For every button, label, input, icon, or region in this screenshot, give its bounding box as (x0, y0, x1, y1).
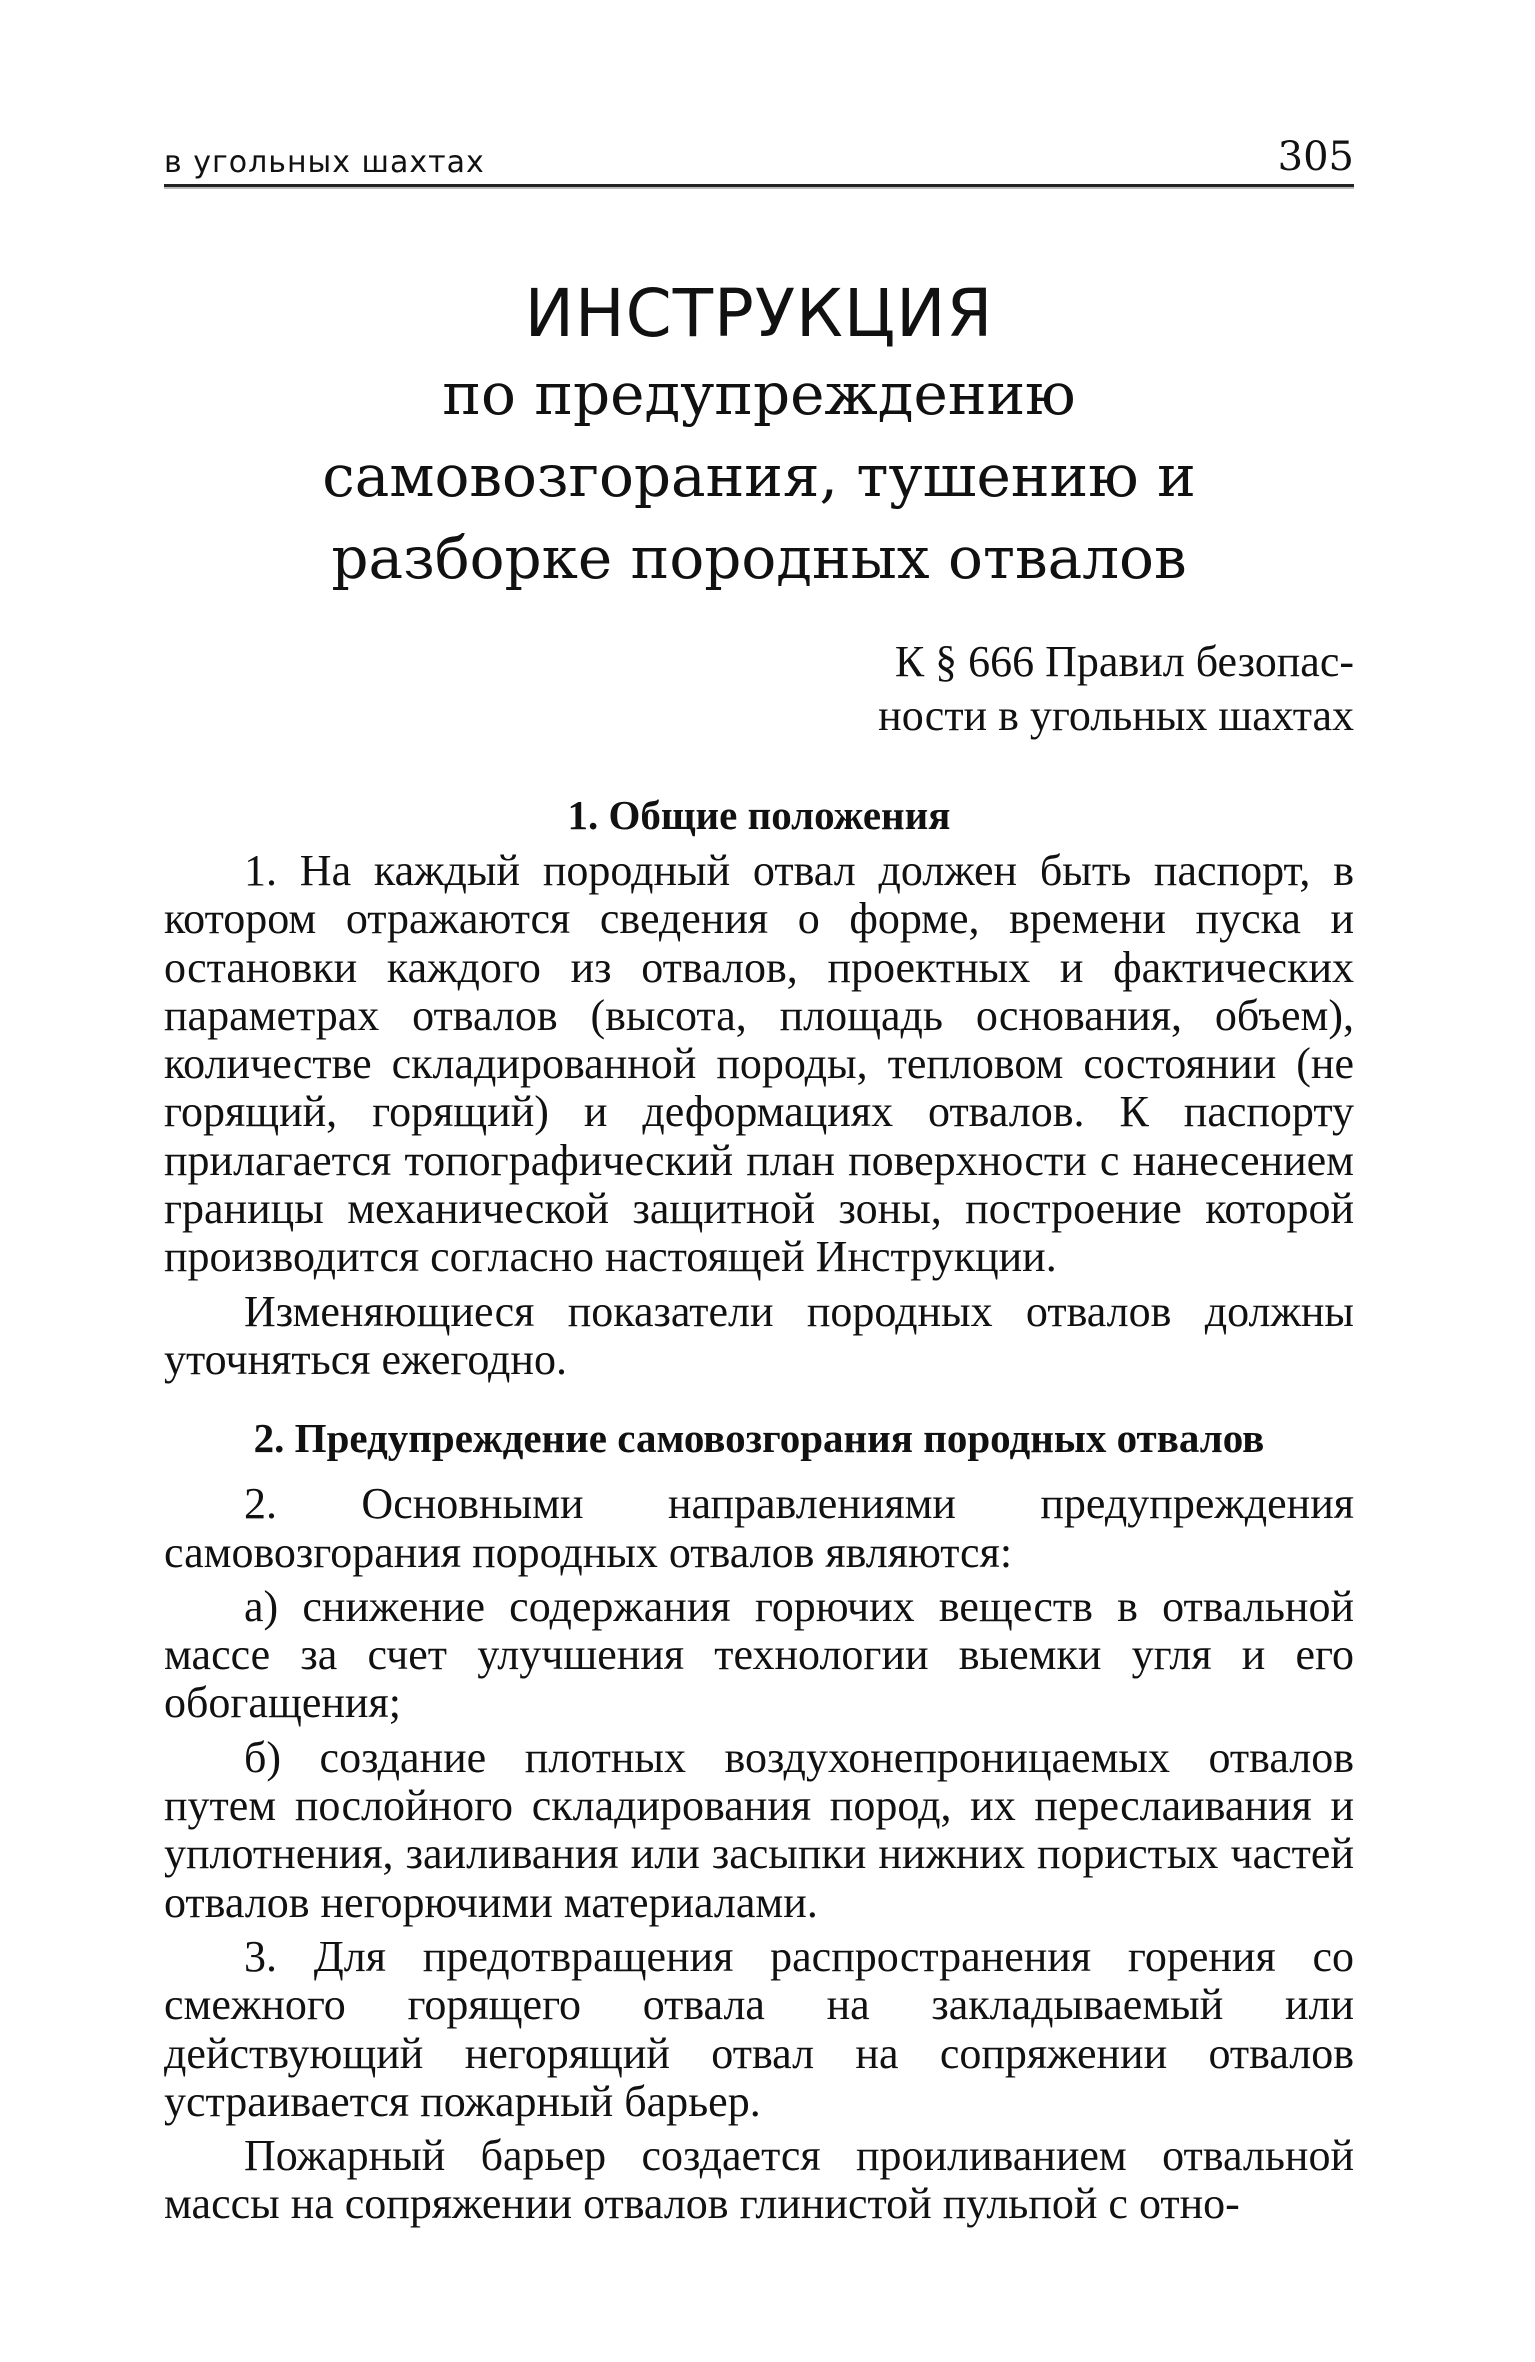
book-page (164, 110, 1354, 2229)
paragraph: 2. Основными направлениями предупреждения самовозгорания породных отвалов являются: (164, 1479, 1354, 1577)
reference-line-1: К § 666 Правил безопас- (894, 637, 1354, 686)
title-line-2: самовозгорания, тушению и (322, 442, 1196, 510)
page-number: 305 (1277, 134, 1354, 180)
title-main: ИНСТРУКЦИЯ (524, 275, 994, 352)
document-title (164, 275, 1354, 599)
section-heading-general: 1. Общие положения (567, 792, 951, 838)
title-line-1: по предупреждению (442, 360, 1076, 428)
reference-line-2: ности в угольных шахтах (878, 691, 1354, 740)
section-heading-prevention: 2. Предупреждение самовозгорания породных отвалов (253, 1415, 1265, 1462)
title-line-3: разборке породных отвалов (331, 524, 1187, 592)
list-item-b: б) создание плотных воздухонепроницаемых отвалов путем послойного складирования пород, их переслаивания и уплотнения, заиливания или засыпки нижних пористых частей отвалов негорючими материалами. (164, 1732, 1354, 1927)
paragraph: 3. Для предотвращения распространения горения со смежного горящего отвала на закладываемый или действующий негорящий отвал на сопряжении отвалов устраивается пожарный барьер. (164, 1931, 1354, 2126)
paragraph: Пожарный барьер создается проиливанием отвальной массы на сопряжении отвалов глинистой пульпой с отно- (164, 2131, 1354, 2229)
running-header (164, 110, 1354, 187)
paragraph: Изменяющиеся показатели породных отвалов должны уточняться ежегодно. (164, 1286, 1354, 1384)
rule-reference (164, 635, 1354, 743)
list-item-a: а) снижение содержания горючих веществ в отвальной массе за счет улучшения технологии выемки угля и его обогащения; (164, 1581, 1354, 1728)
running-title: в угольных шахтах (164, 145, 485, 180)
paragraph: 1. На каждый породный отвал должен быть паспорт, в котором отражаются сведения о форме, времени пуска и остановки каждого из отвалов, проектных и фактических параметрах отвалов (высота, площадь основания, объем), количестве складированной породы, тепловом состоянии (не горящий, горящий) и деформациях отвалов. К паспорту прилагается топографический план поверхности с нанесением границы механической защитной зоны, построение которой производится согласно настоящей Инструкции. (164, 846, 1354, 1282)
